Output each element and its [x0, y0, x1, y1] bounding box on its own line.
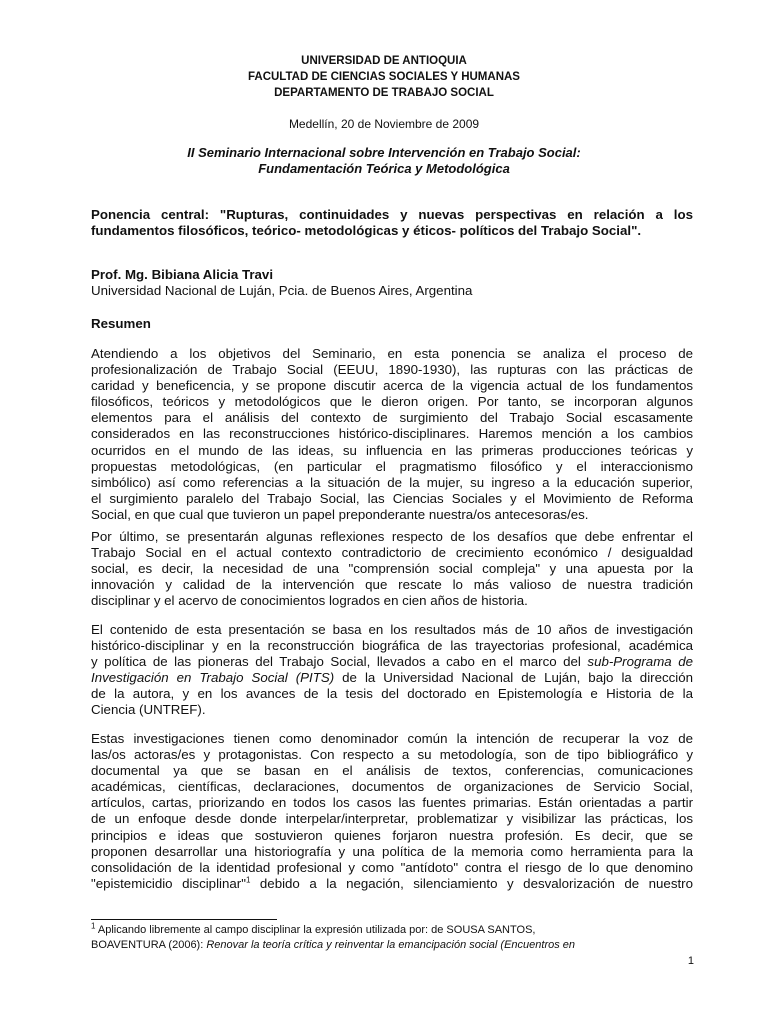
text-line: proponen desarrollar una historiografía y una política de la memoria como herramienta para la: [91, 843, 693, 859]
paragraph-3: [91, 622, 693, 719]
text-line: de un enfoque desde donde interpelar/interpretar, problematizar y visibilizar las prácticas, los: [91, 811, 693, 827]
university-name: UNIVERSIDAD DE ANTIOQUIA: [301, 55, 467, 67]
text-span: y política de las pioneras del Trabajo Social, llevados a cabo en el marco del: [91, 654, 588, 670]
program-name: sub-Programa de: [587, 654, 693, 670]
text-line: Ciencia (UNTREF).: [91, 702, 206, 718]
text-line: [91, 670, 693, 686]
ponencia-line: fundamentos filosóficos, teórico- metodológicas y éticos- políticos del Trabajo Social".: [91, 223, 642, 239]
text-span: BOAVENTURA (2006):: [91, 939, 207, 951]
author-name: Prof. Mg. Bibiana Alicia Travi: [91, 267, 274, 282]
program-name: Investigación en Trabajo Social (PITS): [91, 670, 335, 686]
paragraph-4-last-line: [91, 876, 693, 892]
ponencia-line: Ponencia central: "Rupturas, continuidades y nuevas perspectivas en relación a los: [91, 207, 693, 222]
text-line: social, es decir, la necesidad de una "comprensión social compleja" y una apuesta por la: [91, 561, 693, 577]
text-line: considerados en las reconstrucciones histórico-disciplinares. Haremos mención a los cambios: [91, 426, 693, 442]
author-block: [91, 267, 693, 299]
author-affiliation: Universidad Nacional de Luján, Pcia. de Buenos Aires, Argentina: [91, 283, 473, 299]
text-line: documental ya que se basan en el análisis de textos, conferencias, comunicaciones: [91, 763, 693, 779]
ponencia-title: [91, 207, 693, 239]
footnote-number: 1: [91, 921, 96, 931]
document-date: Medellín, 20 de Noviembre de 2009: [288, 117, 480, 131]
text-line: simbólico) así como referencias a la situación de la mujer, su ingreso a la educación superior,: [91, 474, 693, 490]
text-line: propuestas metodológicas, (en particular el pragmatismo filosófico y el interaccionismo: [91, 458, 693, 474]
footnote-line: [91, 938, 693, 952]
text-line: [91, 876, 693, 892]
text-span: Aplicando libremente al campo disciplinar la expresión utilizada por: de SOUSA SANTOS,: [95, 924, 536, 936]
text-line: disciplinar y el acervo de conocimientos logrados en cien años de historia.: [91, 593, 528, 609]
text-line: Social, en que cual que tuvieron un papel preponderante nuestra/os antecesoras/es.: [91, 506, 589, 522]
text-line: ocurridos en el mundo de las ideas, su influencia en las primeras producciones teóricas y: [91, 442, 693, 458]
text-line: caridad y beneficencia, y se propone discutir acerca de la vigencia actual de los fundamentos: [91, 378, 693, 394]
text-line: consolidación de la identidad profesional y como "antídoto" contra el riesgo de lo que denomino: [91, 859, 693, 875]
department-name: DEPARTAMENTO DE TRABAJO SOCIAL: [274, 87, 494, 99]
page-number: 1: [687, 955, 694, 967]
text-line: innovación y calidad de la intervención que rescate lo más valioso de nuestra tradición: [91, 577, 693, 593]
resumen-heading: Resumen: [91, 316, 151, 331]
text-line: Estas investigaciones tienen como denominador común la intención de recuperar la voz de: [91, 731, 693, 746]
text-line: elementos para el análisis del contexto de surgimiento del Trabajo Social escasamente: [91, 410, 693, 426]
text-line: principios e ideas que sostuvieron quienes forjaron nuestra profesión. Es decir, que se: [91, 827, 693, 843]
text-span: de la Universidad Nacional de Luján, bajo la dirección: [334, 670, 693, 686]
footnote-divider: [91, 919, 277, 920]
footnote-ref[interactable]: 1: [245, 876, 251, 885]
text-line: Por último, se presentarán algunas reflexiones respecto de los desafíos que debe enfrentar el: [91, 529, 693, 544]
text-line: de la autora, y en los avances de la tesis del doctorado en Epistemología e Historia de la: [91, 686, 693, 702]
text-span: debido a la negación, silenciamiento y desvalorización de nuestro: [250, 876, 693, 891]
text-line: Atendiendo a los objetivos del Seminario, en esta ponencia se analiza el proceso de: [91, 346, 693, 361]
text-span: Renovar la teoría crítica y reinventar la emancipación social (Encuentros en: [206, 939, 576, 951]
text-line: [91, 654, 693, 670]
text-line: El contenido de esta presentación se basa en los resultados más de 10 años de investigación: [91, 622, 693, 637]
faculty-name: FACULTAD DE CIENCIAS SOCIALES Y HUMANAS: [248, 71, 520, 83]
text-line: académicas, científicas, declaraciones, documentos de organizaciones de Servicio Social,: [91, 779, 693, 795]
footnote-line: [91, 923, 693, 937]
text-line: el surgimiento paralelo del Trabajo Social, las Ciencias Sociales y el Movimiento de Reforma: [91, 490, 693, 506]
text-line: histórico-disciplinar y en la reconstrucción biográfica de las trayectorias profesional, académica: [91, 638, 693, 654]
text-line: artículos, cartas, priorizando en todos los casos las fuentes primarias. Están orientadas a partir: [91, 795, 693, 811]
text-line: las/os actoras/es y protagonistas. Con respecto a su metodología, son de tipo bibliográfico y: [91, 747, 693, 763]
paragraph-1: [91, 346, 693, 523]
text-line: filosóficos, teóricos y metodológicos que le dieron origen. Por tanto, se incorporan algunos: [91, 394, 693, 410]
text-line: Trabajo Social en el actual contexto contradictorio de crecimiento económico / desigualdad: [91, 545, 693, 561]
text-span: "epistemicidio disciplinar": [91, 876, 246, 891]
text-line: profesionalización de Trabajo Social (EEUU, 1890-1930), las rupturas con las prácticas de: [91, 362, 693, 378]
paragraph-4: [91, 731, 693, 876]
seminar-title: II Seminario Internacional sobre Intervención en Trabajo Social:: [187, 145, 581, 160]
paragraph-2: [91, 529, 693, 609]
seminar-subtitle: Fundamentación Teórica y Metodológica: [258, 161, 510, 176]
